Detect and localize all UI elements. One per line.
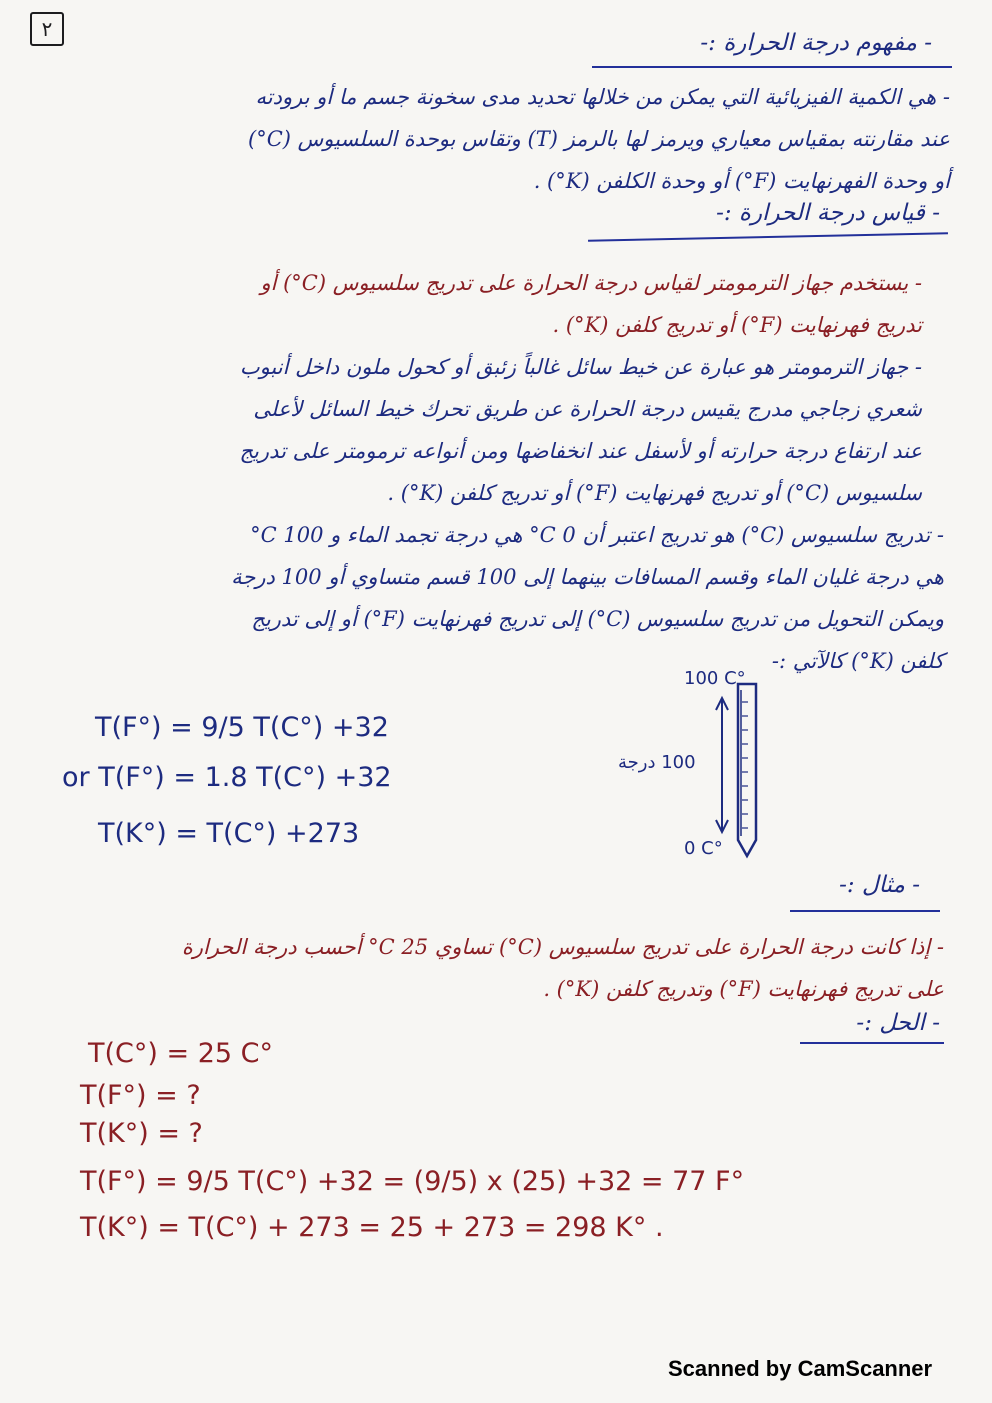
heading-temperature-concept: - مفهوم درجة الحرارة :- <box>700 30 932 56</box>
heading-temperature-measurement: - قياس درجة الحرارة :- <box>716 200 940 226</box>
formula-fahrenheit-decimal: or T(F°) = 1.8 T(C°) +32 <box>62 762 392 793</box>
paragraph-line: سلسيوس (C°) أو تدريج فهرنهايت (F°) أو تدريج كلفن (K°) . <box>387 481 922 505</box>
heading-underline <box>790 910 940 912</box>
paragraph-line: ويمكن التحويل من تدريج سلسيوس (C°) إلى تدريج فهرنهايت (F°) أو إلى تدريج <box>251 607 944 631</box>
paragraph-line: كلفن (K°) كالآتي :- <box>771 649 944 673</box>
paragraph-line: هي درجة غليان الماء وقسم المسافات بينهما إلى 100 قسم متساوي أو 100 درجة <box>231 565 944 589</box>
formula-fahrenheit: T(F°) = 9/5 T(C°) +32 <box>95 712 389 743</box>
paragraph-line: شعري زجاجي مدرج يقيس درجة الحرارة عن طريق تحرك خيط السائل لأعلى <box>253 397 922 421</box>
example-line: - إذا كانت درجة الحرارة على تدريج سلسيوس (C°) تساوي 25 C° أحسب درجة الحرارة <box>181 935 944 959</box>
paragraph-line: عند ارتفاع درجة حرارته أو لأسفل عند انخفاضها ومن أنواعه ترمومتر على تدريج <box>239 439 922 463</box>
thermometer-side-label: 100 درجة <box>618 752 696 773</box>
definition-line: عند مقارنته بمقياس معياري ويرمز لها بالرمز (T) وتقاس بوحدة السلسيوس (C°) <box>248 127 950 151</box>
example-line: على تدريج فهرنهايت (F°) وتدريج كلفن (K°) . <box>543 977 944 1001</box>
definition-line: أو وحدة الفهرنهايت (F°) أو وحدة الكلفن (K°) . <box>533 169 950 193</box>
thermometer-description-paragraph <box>52 346 922 514</box>
thermometer-usage-paragraph <box>62 262 922 346</box>
heading-underline <box>800 1042 944 1044</box>
paragraph-line: - يستخدم جهاز الترمومتر لقياس درجة الحرارة على تدريج سلسيوس (C°) أو <box>260 271 922 295</box>
definition-paragraph <box>30 76 950 202</box>
formula-kelvin: T(K°) = T(C°) +273 <box>98 818 360 849</box>
thermometer-ticks <box>742 702 748 828</box>
solution-given-celsius: T(C°) = 25 C° <box>88 1038 273 1069</box>
celsius-scale-paragraph <box>44 514 944 682</box>
page-number: ٢ <box>41 17 53 41</box>
paragraph-line: - جهاز الترمومتر هو عبارة عن خيط سائل غالباً زئبق أو كحول ملون داخل أنبوب <box>239 355 922 379</box>
thermometer-top-label: 100 C° <box>684 668 746 689</box>
heading-example: - مثال :- <box>839 872 920 898</box>
solution-kelvin-calc: T(K°) = T(C°) + 273 = 25 + 273 = 298 K° . <box>80 1212 664 1243</box>
heading-underline <box>588 232 948 242</box>
solution-unknown-fahrenheit: T(F°) = ? <box>80 1080 201 1111</box>
thermometer-diagram <box>700 670 780 870</box>
heading-underline <box>592 66 952 68</box>
example-problem <box>44 926 944 1010</box>
camscanner-watermark: Scanned by CamScanner <box>668 1356 933 1381</box>
solution-fahrenheit-calc: T(F°) = 9/5 T(C°) +32 = (9/5) x (25) +32 = 77 F° <box>80 1166 745 1197</box>
thermometer-bottom-label: 0 C° <box>684 838 723 859</box>
paragraph-line: - تدريج سلسيوس (C°) هو تدريج اعتبر أن 0 C° هي درجة تجمد الماء و 100 C° <box>250 523 944 547</box>
page-number-box <box>30 12 64 46</box>
paragraph-line: تدريج فهرنهايت (F°) أو تدريج كلفن (K°) . <box>552 313 922 337</box>
definition-line: - هي الكمية الفيزيائية التي يمكن من خلالها تحديد مدى سخونة جسم ما أو برودته <box>255 85 950 109</box>
solution-unknown-kelvin: T(K°) = ? <box>80 1118 203 1149</box>
heading-solution: - الحل :- <box>856 1010 940 1036</box>
